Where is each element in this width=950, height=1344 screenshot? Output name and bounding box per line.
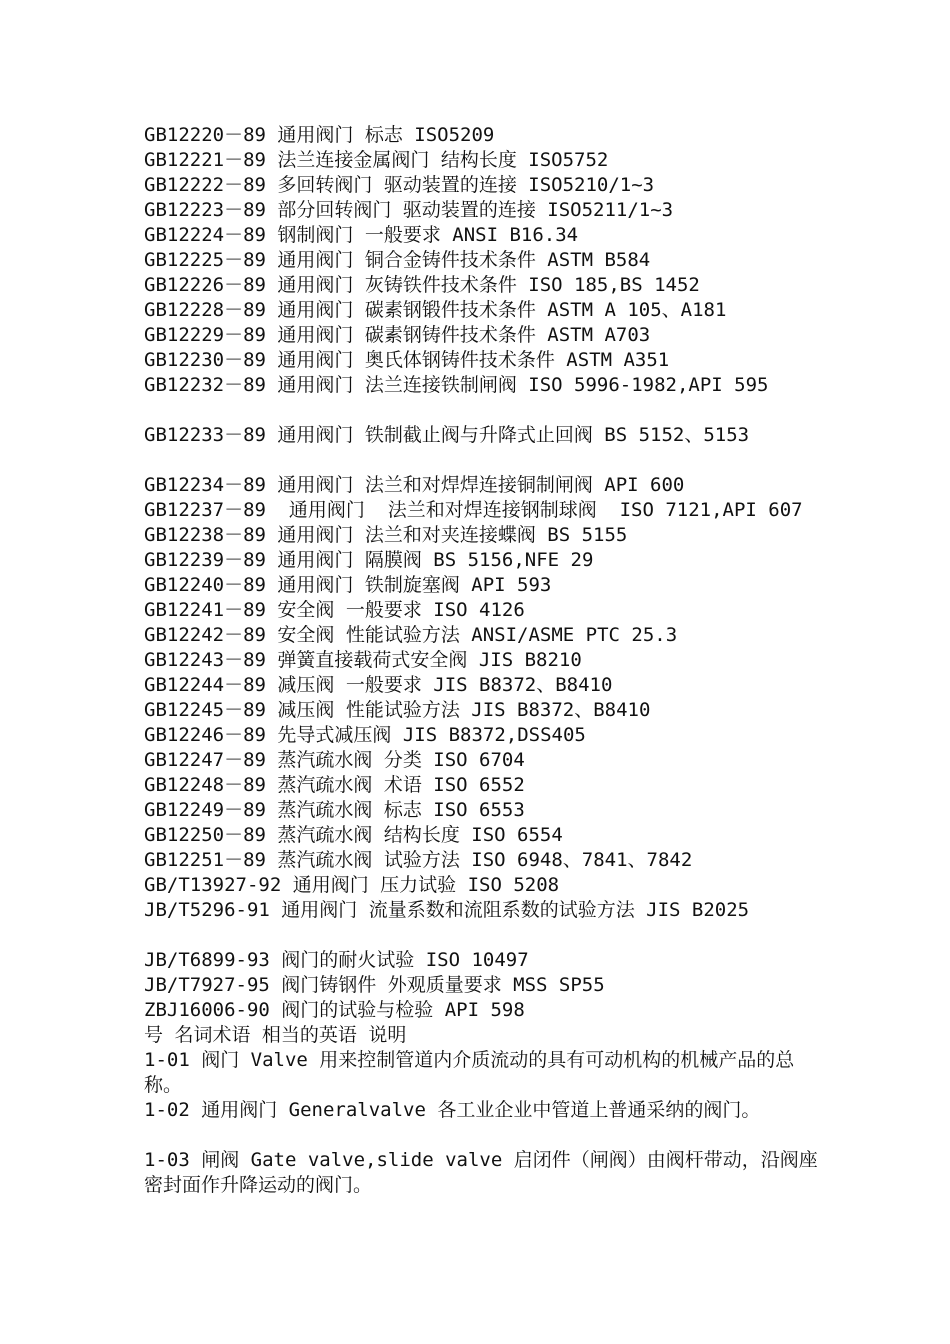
- blank-line: [144, 398, 824, 423]
- table-header-line: 号 名词术语 相当的英语 说明: [144, 1024, 407, 1046]
- text-line: GB12230－89 通用阀门 奥氏体钢铸件技术条件 ASTM A351: [144, 349, 670, 371]
- text-line: JB/T5296-91 通用阀门 流量系数和流阻系数的试验方法 JIS B2025: [144, 899, 750, 921]
- blank-line: [144, 448, 824, 473]
- text-line: GB12224－89 钢制阀门 一般要求 ANSI B16.34: [144, 224, 579, 246]
- text-line: GB12240－89 通用阀门 铁制旋塞阀 API 593: [144, 574, 552, 596]
- text-line: GB12234－89 通用阀门 法兰和对焊焊连接铜制闸阀 API 600: [144, 474, 685, 496]
- text-line: GB12246－89 先导式减压阀 JIS B8372,DSS405: [144, 724, 586, 746]
- text-line: GB12245－89 减压阀 性能试验方法 JIS B8372、B8410: [144, 699, 651, 721]
- text-line: ZBJ16006-90 阀门的试验与检验 API 598: [144, 999, 525, 1021]
- text-line: GB12228－89 通用阀门 碳素钢锻件技术条件 ASTM A 105、A181: [144, 299, 727, 321]
- text-line: GB12222－89 多回转阀门 驱动装置的连接 ISO5210/1~3: [144, 174, 655, 196]
- text-line: GB12249－89 蒸汽疏水阀 标志 ISO 6553: [144, 799, 525, 821]
- text-line: GB12247－89 蒸汽疏水阀 分类 ISO 6704: [144, 749, 525, 771]
- document-page: [144, 123, 824, 1198]
- text-line: GB12229－89 通用阀门 碳素钢铸件技术条件 ASTM A703: [144, 324, 651, 346]
- text-line: GB12233－89 通用阀门 铁制截止阀与升降式止回阀 BS 5152、5153: [144, 424, 750, 446]
- text-line: GB12232－89 通用阀门 法兰连接铁制闸阀 ISO 5996-1982,API 595: [144, 374, 769, 396]
- text-line: GB12248－89 蒸汽疏水阀 术语 ISO 6552: [144, 774, 525, 796]
- text-line: GB12242－89 安全阀 性能试验方法 ANSI/ASME PTC 25.3: [144, 624, 678, 646]
- term-definition: 1-02 通用阀门 Generalvalve 各工业企业中管道上普通采纳的阀门。: [144, 1099, 761, 1121]
- text-line: JB/T7927-95 阀门铸钢件 外观质量要求 MSS SP55: [144, 974, 605, 996]
- text-line: GB12244－89 减压阀 一般要求 JIS B8372、B8410: [144, 674, 613, 696]
- term-definition: 1-03 闸阀 Gate valve,slide valve 启闭件（闸阀）由阀杆带动，沿阀座密封面作升降运动的阀门。: [144, 1149, 818, 1196]
- text-line: GB12239－89 通用阀门 隔膜阀 BS 5156,NFE 29: [144, 549, 594, 571]
- blank-line: [144, 923, 824, 948]
- text-line: GB12250－89 蒸汽疏水阀 结构长度 ISO 6554: [144, 824, 563, 846]
- text-line: GB12241－89 安全阀 一般要求 ISO 4126: [144, 599, 525, 621]
- term-definition: 1-01 阀门 Valve 用来控制管道内介质流动的具有可动机构的机械产品的总称。: [144, 1049, 795, 1096]
- text-line: GB12221－89 法兰连接金属阀门 结构长度 ISO5752: [144, 149, 609, 171]
- text-line: GB12243－89 弹簧直接载荷式安全阀 JIS B8210: [144, 649, 582, 671]
- text-line: GB12226－89 通用阀门 灰铸铁件技术条件 ISO 185,BS 1452: [144, 274, 700, 296]
- text-line: GB12237－89 通用阀门 法兰和对焊连接钢制球阀 ISO 7121,API 607: [144, 499, 803, 521]
- blank-line: [144, 1123, 824, 1148]
- text-line: GB12220－89 通用阀门 标志 ISO5209: [144, 124, 495, 146]
- text-line: GB12251－89 蒸汽疏水阀 试验方法 ISO 6948、7841、7842: [144, 849, 693, 871]
- text-line: GB12225－89 通用阀门 铜合金铸件技术条件 ASTM B584: [144, 249, 651, 271]
- text-line: GB12238－89 通用阀门 法兰和对夹连接蝶阀 BS 5155: [144, 524, 628, 546]
- text-line: JB/T6899-93 阀门的耐火试验 ISO 10497: [144, 949, 529, 971]
- text-line: GB12223－89 部分回转阀门 驱动装置的连接 ISO5211/1~3: [144, 199, 674, 221]
- text-line: GB/T13927-92 通用阀门 压力试验 ISO 5208: [144, 874, 560, 896]
